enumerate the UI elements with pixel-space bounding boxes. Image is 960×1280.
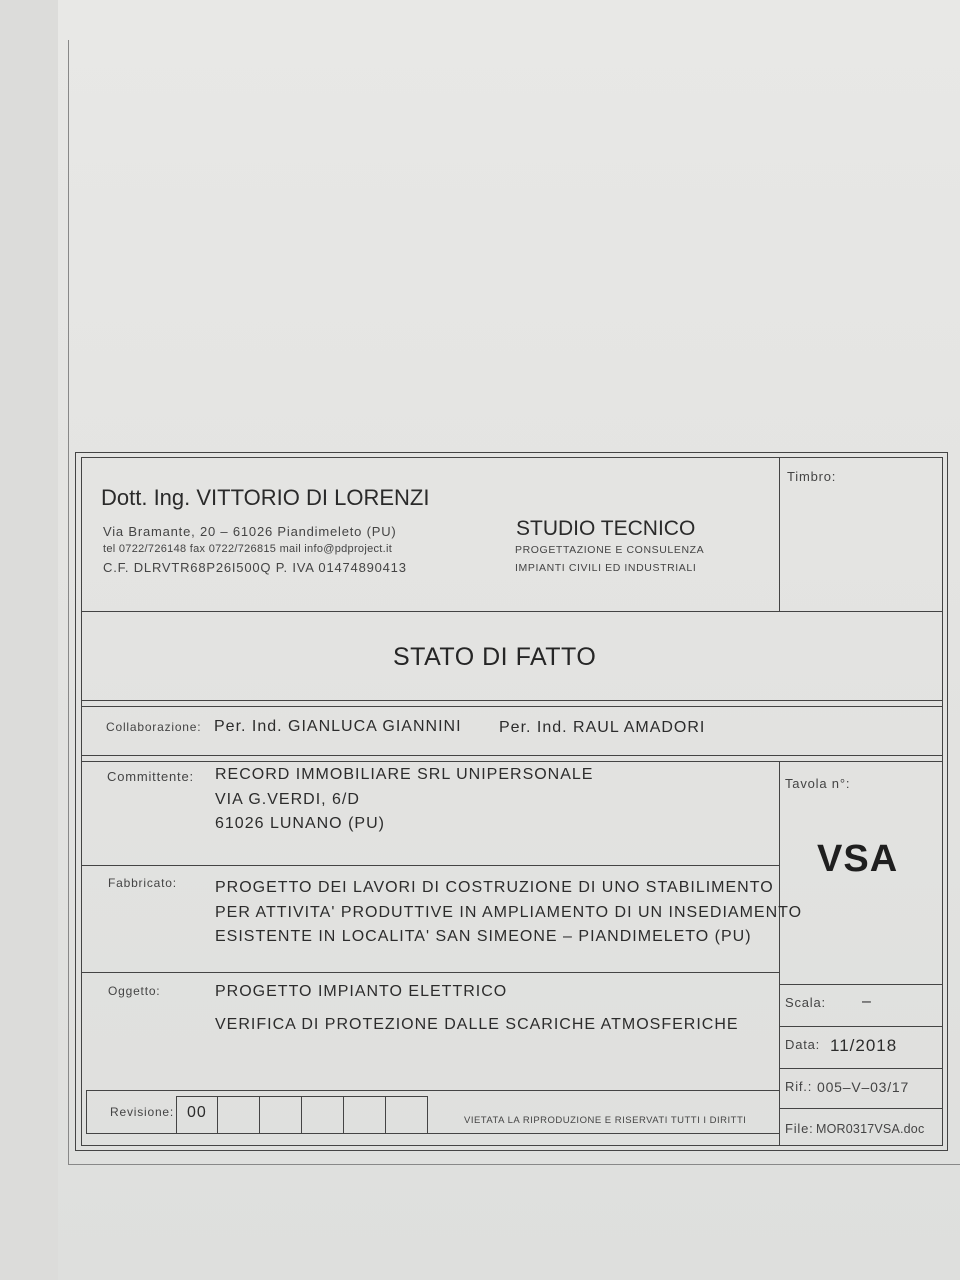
rif-value: 005–V–03/17 [817, 1079, 910, 1095]
fabbricato-bottom-line [81, 972, 779, 973]
data-value: 11/2018 [830, 1036, 898, 1055]
scala-label: Scala: [785, 995, 826, 1010]
revisione-cell-divider [217, 1096, 218, 1133]
scala-value: – [862, 993, 872, 1010]
title-bottom-line [81, 700, 943, 701]
committente-line-2: VIA G.VERDI, 6/D [215, 791, 360, 808]
reproduction-notice: VIETATA LA RIPRODUZIONE E RISERVATI TUTTI I DIRITTI [464, 1115, 747, 1126]
revisione-cell-divider [176, 1096, 177, 1133]
engineer-contacts: tel 0722/726148 fax 0722/726815 mail info@pdproject.it [103, 543, 393, 555]
revisione-row-bottom [86, 1133, 779, 1134]
rif-label: Rif.: [785, 1079, 813, 1094]
revisione-cell-divider [343, 1096, 344, 1133]
committente-line-3: 61026 LUNANO (PU) [215, 815, 385, 832]
revisione-cell-divider [259, 1096, 260, 1133]
scala-bottom-line [779, 1026, 943, 1027]
header-bottom-line [81, 611, 943, 612]
fabbricato-line-1: PROGETTO DEI LAVORI DI COSTRUZIONE DI UNO STABILIMENTO [215, 879, 774, 896]
drawing-title: STATO DI FATTO [393, 643, 597, 671]
rif-bottom-line [779, 1108, 943, 1109]
revisione-cell-top [176, 1096, 427, 1097]
tavola-value: VSA [817, 838, 899, 880]
revisione-cell-divider [301, 1096, 302, 1133]
committente-line-1: RECORD IMMOBILIARE SRL UNIPERSONALE [215, 766, 594, 783]
fabbricato-label: Fabbricato: [108, 876, 177, 890]
tavola-label: Tavola n°: [785, 776, 851, 791]
tavola-bottom-line [779, 984, 943, 985]
data-label: Data: [785, 1037, 821, 1052]
fabbricato-line-2: PER ATTIVITA' PRODUTTIVE IN AMPLIAMENTO DI UN INSEDIAMENTO [215, 904, 803, 921]
committente-label: Committente: [107, 769, 194, 784]
file-label: File: [785, 1121, 814, 1136]
collaborator-1: Per. Ind. GIANLUCA GIANNINI [214, 718, 462, 735]
title-bottom-line-2 [81, 706, 943, 707]
committente-bottom-line [81, 865, 779, 866]
file-value: MOR0317VSA.doc [816, 1122, 925, 1136]
oggetto-bottom-line [86, 1090, 779, 1091]
right-column-divider [779, 761, 780, 1146]
collaborator-2: Per. Ind. RAUL AMADORI [499, 719, 706, 736]
studio-title: STUDIO TECNICO [516, 517, 696, 540]
engineer-fiscal-codes: C.F. DLRVTR68P26I500Q P. IVA 01474890413 [103, 560, 407, 575]
oggetto-line-2: VERIFICA DI PROTEZIONE DALLE SCARICHE ATMOSFERICHE [215, 1016, 739, 1033]
drawing-border [68, 40, 960, 1165]
revisione-row-left [86, 1090, 87, 1133]
collaborazione-bottom-line [81, 755, 943, 756]
collaborazione-label: Collaborazione: [106, 720, 202, 734]
data-bottom-line [779, 1068, 943, 1069]
studio-subtitle-2: IMPIANTI CIVILI ED INDUSTRIALI [515, 562, 697, 574]
engineer-address: Via Bramante, 20 – 61026 Piandimeleto (PU) [103, 524, 397, 539]
revisione-label: Revisione: [110, 1105, 175, 1119]
revisione-value: 00 [187, 1104, 207, 1121]
timbro-label: Timbro: [787, 469, 837, 484]
revisione-cell-divider [385, 1096, 386, 1133]
engineer-name: Dott. Ing. VITTORIO DI LORENZI [101, 485, 430, 510]
studio-subtitle-1: PROGETTAZIONE E CONSULENZA [515, 544, 705, 556]
collaborazione-bottom-line-2 [81, 761, 943, 762]
revisione-cell-divider [427, 1096, 428, 1133]
oggetto-line-1: PROGETTO IMPIANTO ELETTRICO [215, 983, 508, 1000]
oggetto-label: Oggetto: [108, 984, 161, 998]
fabbricato-line-3: ESISTENTE IN LOCALITA' SAN SIMEONE – PIANDIMELETO (PU) [215, 928, 752, 945]
timbro-divider [779, 457, 780, 611]
